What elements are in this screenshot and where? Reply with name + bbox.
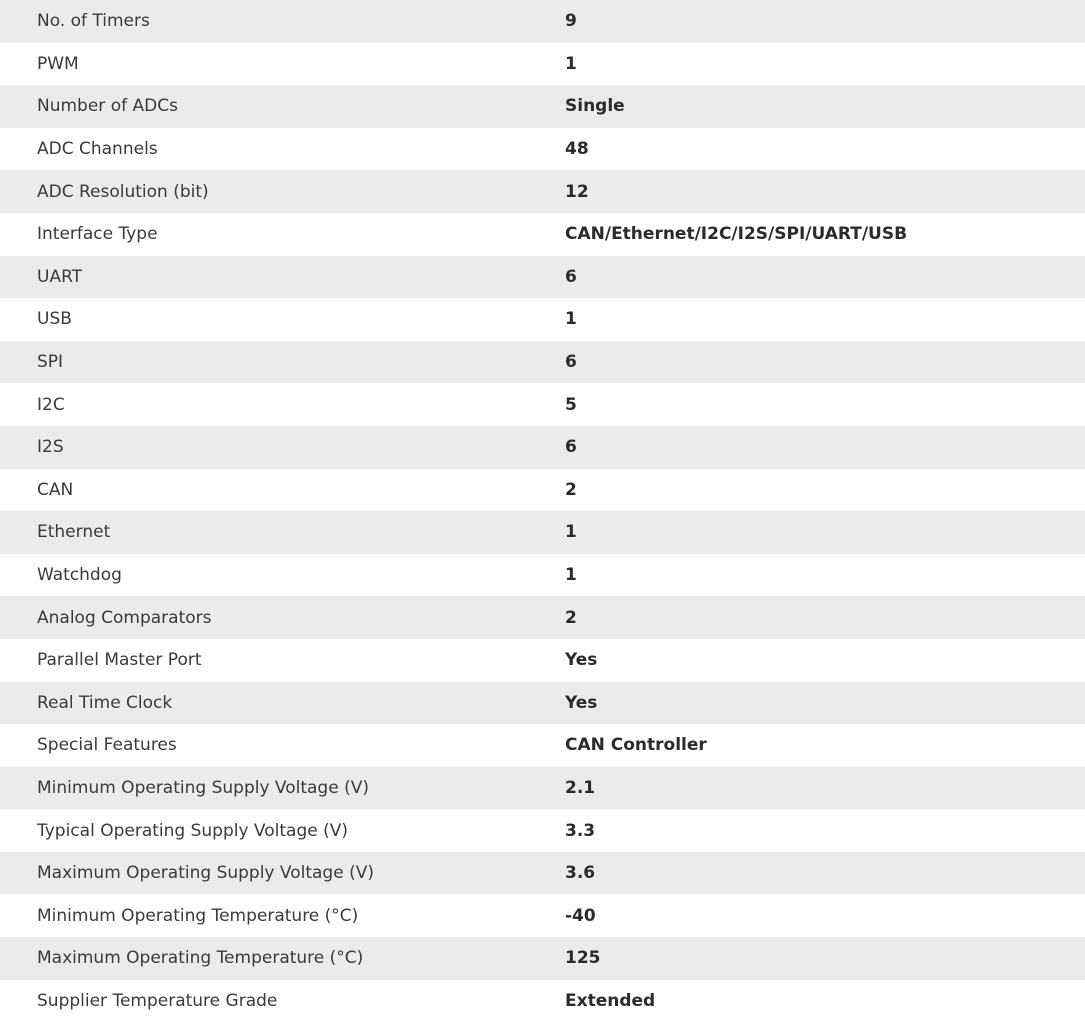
spec-label: I2S — [0, 426, 565, 469]
table-row — [0, 0, 1085, 43]
table-row — [0, 213, 1085, 256]
spec-value: 125 — [565, 937, 1085, 980]
spec-value: 1 — [565, 511, 1085, 554]
spec-value: 6 — [565, 426, 1085, 469]
spec-label: Interface Type — [0, 213, 565, 256]
spec-label: Real Time Clock — [0, 682, 565, 725]
spec-value: 48 — [565, 128, 1085, 171]
table-row — [0, 511, 1085, 554]
spec-label: Typical Operating Supply Voltage (V) — [0, 809, 565, 852]
table-row — [0, 596, 1085, 639]
table-row — [0, 937, 1085, 980]
table-row — [0, 767, 1085, 810]
spec-label: PWM — [0, 43, 565, 86]
spec-value: Extended — [565, 980, 1085, 1022]
spec-label: Analog Comparators — [0, 596, 565, 639]
spec-value: CAN/Ethernet/I2C/I2S/SPI/UART/USB — [565, 213, 1085, 256]
table-row — [0, 639, 1085, 682]
spec-label: Maximum Operating Temperature (°C) — [0, 937, 565, 980]
table-row — [0, 682, 1085, 725]
table-row — [0, 170, 1085, 213]
table-row — [0, 724, 1085, 767]
spec-value: 3.3 — [565, 809, 1085, 852]
spec-value: 1 — [565, 554, 1085, 597]
spec-value: 6 — [565, 341, 1085, 384]
spec-value: Single — [565, 85, 1085, 128]
table-row — [0, 43, 1085, 86]
spec-value: 3.6 — [565, 852, 1085, 895]
spec-label: I2C — [0, 383, 565, 426]
table-row — [0, 426, 1085, 469]
spec-value: 2 — [565, 596, 1085, 639]
spec-value: -40 — [565, 894, 1085, 937]
spec-value: 1 — [565, 43, 1085, 86]
spec-label: SPI — [0, 341, 565, 384]
table-row — [0, 894, 1085, 937]
spec-label: Special Features — [0, 724, 565, 767]
spec-label: Ethernet — [0, 511, 565, 554]
spec-label: Parallel Master Port — [0, 639, 565, 682]
spec-label: Supplier Temperature Grade — [0, 980, 565, 1022]
spec-label: ADC Resolution (bit) — [0, 170, 565, 213]
spec-label: No. of Timers — [0, 0, 565, 43]
spec-label: Number of ADCs — [0, 85, 565, 128]
spec-value: 9 — [565, 0, 1085, 43]
table-row — [0, 128, 1085, 171]
table-row — [0, 85, 1085, 128]
spec-value: CAN Controller — [565, 724, 1085, 767]
spec-label: ADC Channels — [0, 128, 565, 171]
spec-value: 2.1 — [565, 767, 1085, 810]
spec-value: 12 — [565, 170, 1085, 213]
table-row — [0, 809, 1085, 852]
table-row — [0, 383, 1085, 426]
spec-label: Watchdog — [0, 554, 565, 597]
table-row — [0, 341, 1085, 384]
table-row — [0, 298, 1085, 341]
spec-label: Minimum Operating Temperature (°C) — [0, 894, 565, 937]
spec-label: UART — [0, 256, 565, 299]
table-row — [0, 554, 1085, 597]
spec-value: 1 — [565, 298, 1085, 341]
table-row — [0, 980, 1085, 1022]
table-row — [0, 852, 1085, 895]
spec-value: 2 — [565, 469, 1085, 512]
spec-label: CAN — [0, 469, 565, 512]
spec-label: USB — [0, 298, 565, 341]
spec-value: Yes — [565, 682, 1085, 725]
spec-value: 5 — [565, 383, 1085, 426]
spec-label: Maximum Operating Supply Voltage (V) — [0, 852, 565, 895]
spec-value: 6 — [565, 256, 1085, 299]
table-row — [0, 469, 1085, 512]
spec-value: Yes — [565, 639, 1085, 682]
table-row — [0, 256, 1085, 299]
spec-label: Minimum Operating Supply Voltage (V) — [0, 767, 565, 810]
